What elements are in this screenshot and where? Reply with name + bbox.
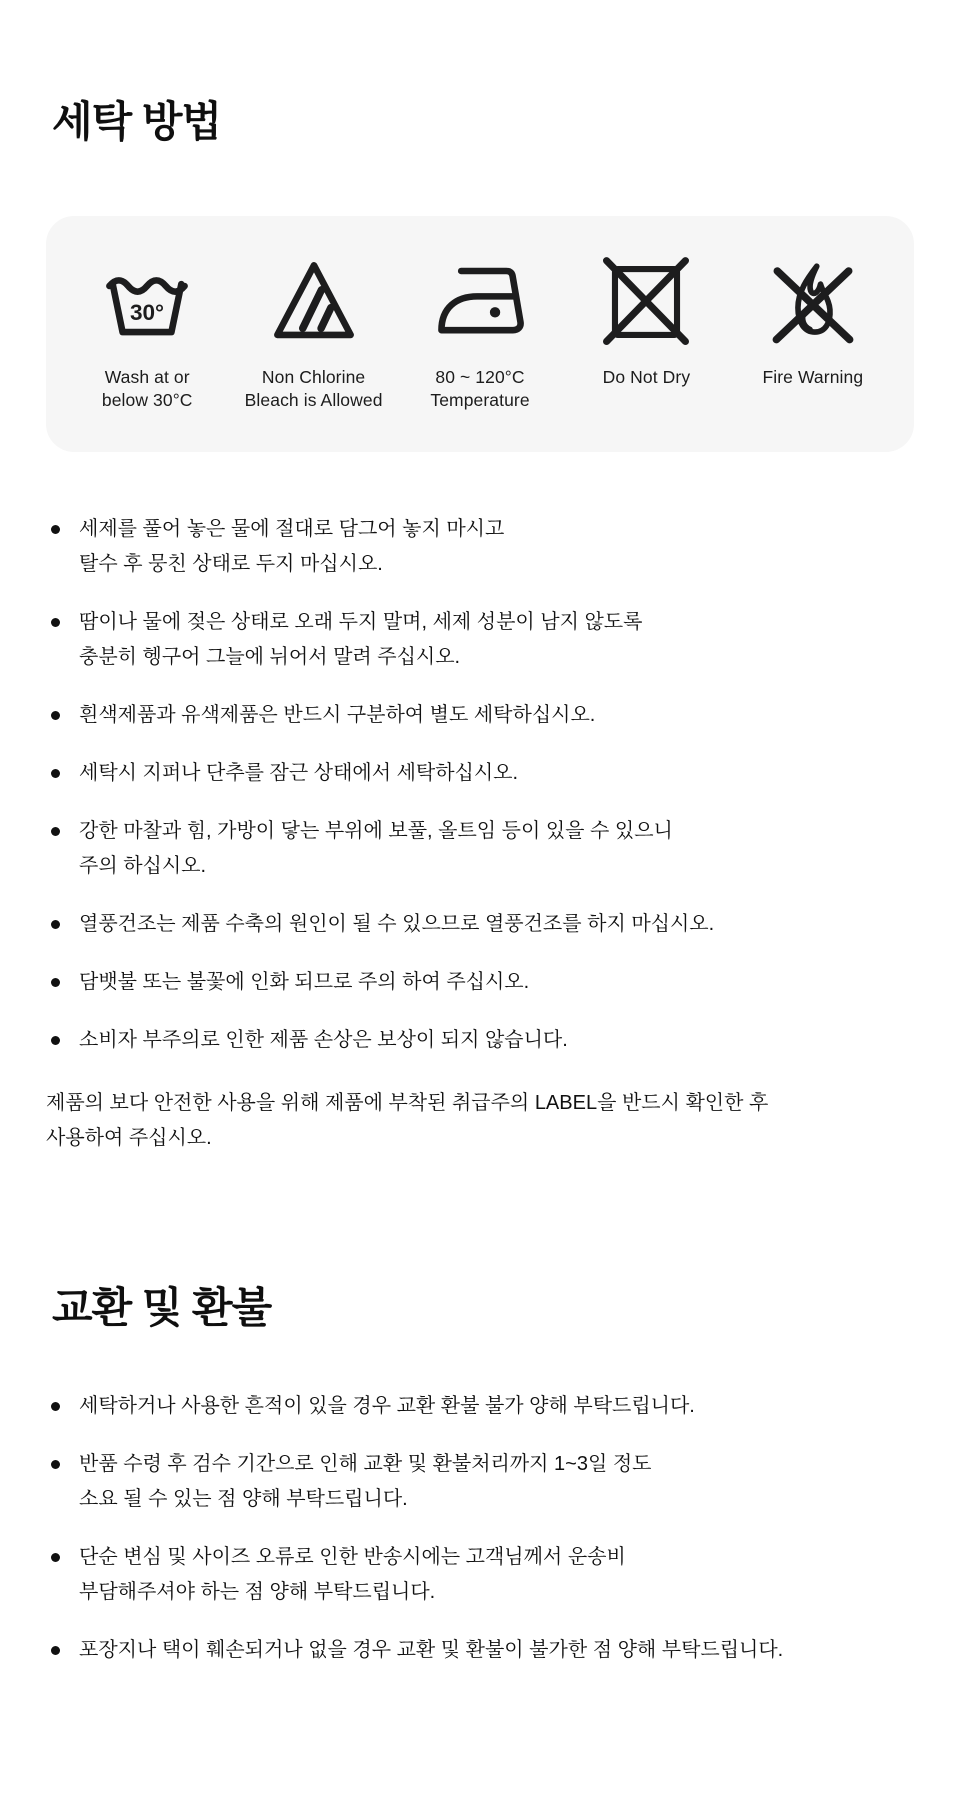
wash-instruction-list: [46, 512, 914, 1058]
care-symbol-bleach: [230, 246, 396, 412]
care-symbol-label: 80 ~ 120°C Temperature: [430, 367, 530, 411]
list-item: 담뱃불 또는 불꽃에 인화 되므로 주의 하여 주십시오.: [46, 965, 914, 1000]
bullet-dot: [51, 978, 60, 987]
bullet-dot: [51, 827, 60, 836]
fire-warning-icon: [766, 246, 860, 358]
bullet-dot: [51, 1036, 60, 1045]
list-item: 포장지나 택이 훼손되거나 없을 경우 교환 및 환불이 불가한 점 양해 부탁드립니다.: [46, 1633, 914, 1668]
bullet-dot: [51, 1646, 60, 1655]
list-item: 단순 변심 및 사이즈 오류로 인한 반송시에는 고객님께서 운송비 부담해주셔야 하는 점 양해 부탁드립니다.: [46, 1540, 914, 1610]
bullet-dot: [51, 1553, 60, 1562]
care-symbol-do-not-dry: [563, 246, 729, 389]
care-symbol-label: Fire Warning: [762, 367, 864, 388]
list-item: 반품 수령 후 검수 기간으로 인해 교환 및 환불처리까지 1~3일 정도 소요 될 수 있는 점 양해 부탁드립니다.: [46, 1447, 914, 1517]
care-symbol-label: Do Not Dry: [602, 367, 691, 388]
care-symbol-fire-warning: [730, 246, 896, 389]
bullet-dot: [51, 525, 60, 534]
exchange-section-title: 교환 및 환불: [52, 1284, 272, 1332]
list-item: 땀이나 물에 젖은 상태로 오래 두지 말며, 세제 성분이 남지 않도록 충분히 헹구어 그늘에 뉘어서 말려 주십시오.: [46, 605, 914, 675]
non-chlorine-bleach-icon: [267, 246, 361, 358]
list-item: 흰색제품과 유색제품은 반드시 구분하여 별도 세탁하십시오.: [46, 698, 914, 733]
bullet-dot: [51, 618, 60, 627]
bullet-dot: [51, 1402, 60, 1411]
wash-below-30-icon: [100, 246, 194, 358]
list-item: 열풍건조는 제품 수축의 원인이 될 수 있으므로 열풍건조를 하지 마십시오.: [46, 907, 914, 942]
exchange-policy-list: [46, 1389, 914, 1668]
list-item: 소비자 부주의로 인한 제품 손상은 보상이 되지 않습니다.: [46, 1023, 914, 1058]
bullet-dot: [51, 920, 60, 929]
list-item: 세제를 풀어 놓은 물에 절대로 담그어 놓지 마시고 탈수 후 뭉친 상태로 두지 마십시오.: [46, 512, 914, 582]
care-label-note: 제품의 보다 안전한 사용을 위해 제품에 부착된 취급주의 LABEL을 반드시 확인한 후 사용하여 주십시오.: [46, 1092, 769, 1150]
bullet-dot: [51, 1460, 60, 1469]
list-item: 세탁시 지퍼나 단추를 잠근 상태에서 세탁하십시오.: [46, 756, 914, 791]
care-symbol-wash: [64, 246, 230, 412]
bullet-dot: [51, 769, 60, 778]
iron-temperature-icon: [433, 246, 527, 358]
care-symbols-box: [46, 216, 914, 452]
list-item: 강한 마찰과 힘, 가방이 닿는 부위에 보풀, 올트임 등이 있을 수 있으니 주의 하십시오.: [46, 814, 914, 884]
care-symbol-label: Non Chlorine Bleach is Allowed: [244, 367, 383, 411]
do-not-dry-icon: [599, 246, 693, 358]
list-item: 세탁하거나 사용한 흔적이 있을 경우 교환 환불 불가 양해 부탁드립니다.: [46, 1389, 914, 1424]
svg-text:30°: 30°: [130, 300, 165, 326]
wash-section-title: 세탁 방법: [52, 98, 221, 145]
care-symbol-iron: [397, 246, 563, 412]
bullet-dot: [51, 711, 60, 720]
care-symbol-label: Wash at or below 30°C: [101, 367, 193, 411]
